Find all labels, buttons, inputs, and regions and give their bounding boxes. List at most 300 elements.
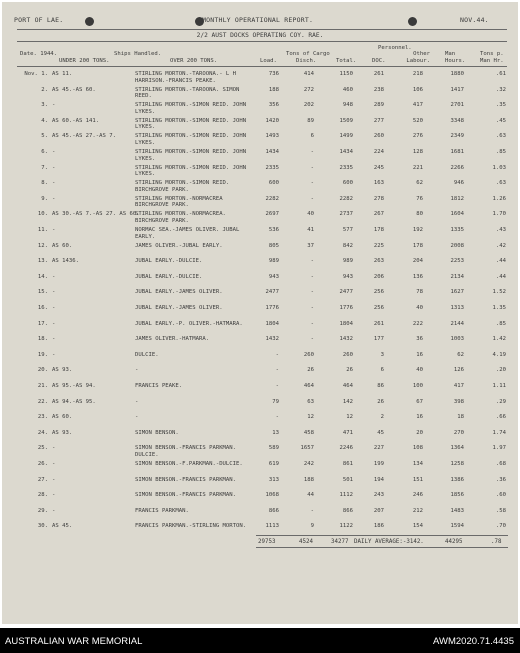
table-row [2,414,518,431]
cell-date: 11. [37,227,48,233]
col-over-header: OVER 200 TONS. [170,58,218,64]
cell-under-200: AS 30.-AS 7.-AS 27. AS 60. [52,211,140,218]
cell-tons-per-hour: .85 [495,320,506,327]
cell-total: 1112 [339,492,353,499]
divider [17,66,507,67]
total-load: 29753 [258,539,276,545]
cell-load: - [275,351,279,358]
cell-doc: 163 [373,180,384,187]
cell-other-labour: 76 [416,195,423,202]
document-page [2,2,518,624]
cell-under-200: - [52,492,56,499]
table-row [2,118,518,135]
month-label: NOV.44. [460,16,489,24]
cell-load: 619 [268,461,279,467]
cell-total: 2282 [339,195,353,202]
cell-other-labour: 78 [416,289,423,296]
cell-other-labour: 16 [416,414,423,421]
unit-subtitle: 2/2 AUST DOCKS OPERATING COY. RAE. [196,32,324,39]
cell-over-200: STIRLING MORTON.-SIMON REID. JOHN LYKES. [135,133,247,146]
cell-other-labour: 192 [412,227,423,233]
cell-man-hours: 2266 [450,164,464,171]
table-row [2,211,518,228]
cell-disch: - [310,195,314,202]
cell-disch: - [310,273,314,280]
cell-over-200: SIMON BENSON.-FRANCIS PARKMAN. [135,476,237,483]
cell-tons-per-hour: .29 [495,398,506,405]
cell-doc: 256 [373,305,384,311]
cell-over-200: STIRLING MORTON.-TAROONA.- L H HARRISON.-FRANCIS PEAKE. [135,71,237,84]
cell-date: 22. [37,398,48,405]
cell-tons-per-hour: .35 [495,102,506,109]
cell-load: 1493 [265,133,279,140]
cell-man-hours: 270 [453,429,464,436]
cell-disch: 44 [307,492,314,499]
cell-total: 2737 [339,211,353,218]
archive-footer [0,628,520,653]
cell-tons-per-hour: 1.35 [492,305,506,311]
cell-total: 1499 [339,133,353,140]
cell-tons-per-hour: .85 [495,149,506,155]
cell-load: 313 [268,476,279,483]
cell-man-hours: 18 [457,414,464,421]
cell-man-hours: 1386 [450,476,464,483]
cell-total: 2335 [339,164,353,171]
cell-other-labour: 136 [412,273,423,280]
cell-total: 866 [342,507,353,514]
cell-load: 736 [268,71,279,77]
cell-disch: - [310,149,314,155]
totals-divider [256,535,508,536]
cell-over-200: - [135,398,139,405]
col-cargo-header: Tons of Cargo [286,51,330,57]
cell-doc: 238 [373,86,384,93]
cell-other-labour: 222 [412,320,423,327]
cell-other-labour: 106 [412,86,423,93]
cell-load: 79 [272,398,279,405]
cell-other-labour: 40 [416,367,423,374]
divider [17,41,507,42]
table-row [2,149,518,166]
cell-load: 600 [268,180,279,187]
cell-tons-per-hour: 1.03 [492,164,506,171]
cell-disch: 9 [310,523,314,530]
cell-total: 2477 [339,289,353,296]
table-row [2,445,518,462]
col-load-header: Load. [260,58,277,64]
cell-man-hours: 2134 [450,273,464,280]
cell-load: 188 [268,86,279,93]
cell-date: 13. [37,258,48,265]
cell-doc: 225 [373,242,384,249]
cell-over-200: SIMON BENSON.-F.PARKMAN.-DULCIE. [135,461,243,467]
cell-over-200: STIRLING MORTON.-SIMON REID. JOHN LYKES. [135,102,247,115]
total-disch: 4524 [299,539,313,545]
cell-date: 3. [41,102,48,109]
cell-man-hours: 1258 [450,461,464,467]
table-row [2,321,518,338]
cell-under-200: - [52,461,56,467]
cell-doc: 278 [373,195,384,202]
cell-disch: 26 [307,367,314,374]
cell-other-labour: 520 [412,117,423,124]
cell-over-200: JUBAL EARLY.-JAMES OLIVER. [135,289,223,296]
cell-under-200: AS 95.-AS 94. [52,383,96,389]
col-doc-header: DOC. [372,58,386,64]
cell-under-200: AS 1436. [52,258,79,265]
cell-date: 23. [37,414,48,421]
cell-tons-per-hour: 1.11 [492,383,506,389]
cell-under-200: - [52,289,56,296]
cell-total: 1122 [339,523,353,530]
cell-total: 26 [346,367,353,374]
table-row [2,274,518,291]
cell-date: 28. [37,492,48,499]
cell-tons-per-hour: 1.70 [492,211,506,218]
cell-tons-per-hour: 1.52 [492,289,506,296]
cell-doc: 263 [373,258,384,265]
cell-total: 842 [342,242,353,249]
cell-man-hours: 1483 [450,507,464,514]
cell-other-labour: 16 [416,351,423,358]
cell-tons-per-hour: .66 [495,414,506,421]
cell-under-200: - [52,149,56,155]
cell-disch: - [310,320,314,327]
cell-doc: 26 [377,398,384,405]
cell-disch: 464 [303,383,314,389]
archive-id: AWM2020.71.4435 [433,636,514,647]
cell-under-200: AS 45.-AS 27.-AS 7. [52,133,116,140]
cell-man-hours: 1313 [450,305,464,311]
cell-disch: 414 [303,71,314,77]
cell-disch: - [310,305,314,311]
cell-over-200: JUBAL EARLY.-DULCIE. [135,258,203,265]
cell-man-hours: 126 [453,367,464,374]
cell-under-200: - [52,476,56,483]
cell-over-200: SIMON BENSON.-FRANCIS PARKMAN. [135,492,237,499]
cell-man-hours: 398 [453,398,464,405]
cell-under-200: - [52,227,56,233]
cell-man-hours: 1681 [450,149,464,155]
cell-other-labour: 108 [412,445,423,452]
table-row [2,180,518,197]
cell-over-200: FRANCIS PARKMAN.-STIRLING MORTON. [135,523,247,530]
cell-doc: 178 [373,227,384,233]
cell-date: 4. [41,117,48,124]
cell-over-200: STIRLING MORTON.-NORMACREA. BIRCHGROVE PARK. [135,211,226,224]
cell-load: 13 [272,429,279,436]
cell-man-hours: 1604 [450,211,464,218]
cell-total: 948 [342,102,353,109]
col-total-header: Total. [336,58,357,64]
cell-total: 142 [342,398,353,405]
cell-load: 2697 [265,211,279,218]
cell-total: 1432 [339,336,353,343]
col-other-header: Other Labour. [406,51,430,64]
cell-man-hours: 2349 [450,133,464,140]
cell-doc: 277 [373,117,384,124]
cell-date: 16. [37,305,48,311]
cell-date: 18. [37,336,48,343]
cell-doc: 243 [373,492,384,499]
cell-date: 15. [37,289,48,296]
cell-man-hours: 2008 [450,242,464,249]
table-row [2,461,518,478]
table-row [2,523,518,540]
cell-doc: 6 [380,367,384,374]
cell-over-200: SIMON BENSON. [135,429,179,436]
table-row [2,367,518,384]
cell-disch: 6 [310,133,314,140]
cell-over-200: JAMES OLIVER.-JUBAL EARLY. [135,242,223,249]
cell-over-200: STIRLING MORTON.-SIMON REID. JOHN LYKES. [135,149,247,162]
cell-other-labour: 151 [412,476,423,483]
cell-man-hours: 1417 [450,86,464,93]
cell-over-200: JAMES OLIVER.-HATMARA. [135,336,210,343]
cell-load: 536 [268,227,279,233]
cell-under-200: AS 93. [52,429,73,436]
cell-tons-per-hour: 1.42 [492,336,506,343]
cell-load: 1776 [265,305,279,311]
cell-total: 1804 [339,320,353,327]
cell-doc: 261 [373,320,384,327]
cell-tons-per-hour: 1.97 [492,445,506,452]
cell-date: 24. [37,429,48,436]
cell-disch: 63 [307,398,314,405]
table-row [2,352,518,369]
cell-under-200: AS 60. [52,414,73,421]
cell-man-hours: 1812 [450,195,464,202]
cell-man-hours: 1364 [450,445,464,452]
cell-tons-per-hour: .32 [495,86,506,93]
cell-total: 2246 [339,445,353,452]
divider [17,29,507,30]
cell-over-200: STIRLING MORTON.-SIMON REID. JOHN LYKES. [135,164,247,178]
cell-under-200: - [52,305,56,311]
cell-under-200: - [52,195,56,202]
cell-other-labour: 417 [412,102,423,109]
table-row [2,477,518,494]
cell-disch: 272 [303,86,314,93]
cell-doc: 227 [373,445,384,452]
cell-date: 21. [37,383,48,389]
cell-man-hours: 1880 [450,71,464,77]
daily-average: DAILY AVERAGE:-3142. [354,539,424,545]
cell-total: 1434 [339,149,353,155]
cell-load: - [275,383,279,389]
cell-over-200: - [135,414,139,421]
cell-date: 29. [37,507,48,514]
cell-tons-per-hour: .44 [495,258,506,265]
cell-man-hours: 1856 [450,492,464,499]
table-row [2,102,518,119]
cell-total: 577 [342,227,353,233]
table-row [2,165,518,182]
cell-date: 30. [37,523,48,530]
cell-total: 471 [342,429,353,436]
total-total: 34277 [331,539,349,545]
cell-disch: 202 [303,102,314,109]
cell-total: 260 [342,351,353,358]
cell-load: 356 [268,102,279,109]
cell-disch: 458 [303,429,314,436]
col-disch-header: Disch. [296,58,317,64]
table-row [2,399,518,416]
table-row [2,508,518,525]
cell-load: 1434 [265,149,279,155]
cell-disch: 242 [303,461,314,467]
table-row [2,87,518,104]
table-row [2,196,518,213]
cell-man-hours: 3348 [450,117,464,124]
col-personnel-header: Personnel. [378,45,412,51]
cell-man-hours: 1003 [450,336,464,343]
cell-other-labour: 100 [412,383,423,389]
cell-date: 8. [41,180,48,187]
cell-date: 17. [37,320,48,327]
cell-doc: 199 [373,461,384,467]
cell-tons-per-hour: .42 [495,242,506,249]
cell-other-labour: 246 [412,492,423,499]
report-title: MONTHLY OPERATIONAL REPORT. [202,16,314,24]
cell-load: 1068 [265,492,279,499]
cell-date: 2. [41,86,48,93]
cell-other-labour: 62 [416,180,423,187]
cell-under-200: AS 60. [52,242,73,249]
cell-doc: 261 [373,71,384,77]
cell-disch: - [310,336,314,343]
cell-tons-per-hour: .43 [495,227,506,233]
total-man-hours: 44295 [445,539,463,545]
cell-load: 866 [268,507,279,514]
cell-load: 1804 [265,320,279,327]
cell-under-200: - [52,445,56,452]
cell-disch: 188 [303,476,314,483]
cell-other-labour: 40 [416,305,423,311]
cell-tons-per-hour: .61 [495,71,506,77]
cell-other-labour: 276 [412,133,423,140]
cell-total: 460 [342,86,353,93]
cell-other-labour: 67 [416,398,423,405]
cell-over-200: FRANCIS PARKMAN. [135,507,189,514]
cell-over-200: JUBAL EARLY.-DULCIE. [135,273,203,280]
cell-tons-per-hour: .70 [495,523,506,530]
cell-other-labour: 154 [412,523,423,530]
table-row [2,492,518,509]
cell-under-200: - [52,180,56,187]
cell-total: 12 [346,414,353,421]
cell-other-labour: 20 [416,429,423,436]
cell-under-200: - [52,507,56,514]
cell-doc: 86 [377,383,384,389]
cell-total: 1150 [339,71,353,77]
totals-divider [256,547,508,548]
table-row [2,383,518,400]
cell-date: 27. [37,476,48,483]
cell-date: 20. [37,367,48,374]
cell-load: 1113 [265,523,279,530]
cell-date: 12. [37,242,48,249]
cell-date: 9. [41,195,48,202]
cell-disch: 37 [307,242,314,249]
cell-load: 805 [268,242,279,249]
cell-other-labour: 204 [412,258,423,265]
cell-other-labour: 221 [412,164,423,171]
table-row [2,258,518,275]
cell-under-200: AS 45. [52,523,73,530]
cell-over-200: SIMON BENSON.-FRANCIS PARKMAN. DULCIE. [135,445,237,458]
cell-date: 26. [37,461,48,467]
cell-date: 19. [37,351,48,358]
cell-load: 2335 [265,164,279,171]
cell-under-200: AS 60.-AS 141. [52,117,100,124]
cell-under-200: - [52,102,56,109]
cell-tons-per-hour: .36 [495,476,506,483]
cell-disch: - [310,164,314,171]
cell-man-hours: 2144 [450,320,464,327]
archive-name: AUSTRALIAN WAR MEMORIAL [5,636,143,647]
cell-load: 589 [268,445,279,452]
cell-doc: 186 [373,523,384,530]
cell-man-hours: 1627 [450,289,464,296]
cell-other-labour: 212 [412,507,423,514]
punch-hole [85,17,94,26]
table-row [2,430,518,447]
cell-disch: - [310,258,314,265]
port-heading: PORT OF LAE. [14,16,64,24]
cell-over-200: STIRLING MORTON.-NORMACREA BIRCHGROVE PARK. [135,195,223,209]
cell-total: 1509 [339,117,353,124]
cell-under-200: AS 93. [52,367,73,374]
cell-man-hours: 417 [453,383,464,389]
cell-man-hours: 62 [457,351,464,358]
cell-date: 7. [41,164,48,171]
cell-under-200: - [52,273,56,280]
cell-tons-per-hour: 4.19 [492,351,506,358]
punch-hole [408,17,417,26]
cell-doc: 2 [380,414,384,421]
cell-other-labour: 80 [416,211,423,218]
cell-doc: 3 [380,351,384,358]
table-row [2,71,518,88]
cell-disch: 89 [307,117,314,124]
cell-other-labour: 178 [412,242,423,249]
cell-over-200: DULCIE. [135,351,159,358]
cell-over-200: STIRLING MORTON.-SIMON REID. JOHN LYKES. [135,117,247,131]
cell-disch: - [310,289,314,296]
cell-total: 989 [342,258,353,265]
cell-man-hours: 1335 [450,227,464,233]
cell-tons-per-hour: 1.74 [492,429,506,436]
cell-load: 989 [268,258,279,265]
cell-over-200: STIRLING MORTON.-TAROONA. SIMON REED. [135,86,240,100]
cell-tons-per-hour: .44 [495,273,506,280]
col-date-header: Date. 1944. [20,51,58,57]
col-tons-per-header: Tons p. Man Hr. [480,51,504,64]
cell-under-200: - [52,320,56,327]
cell-date: Nov. 1. [24,71,48,77]
cell-man-hours: 2701 [450,102,464,109]
cell-total: 501 [342,476,353,483]
cell-tons-per-hour: .63 [495,180,506,187]
cell-disch: 41 [307,227,314,233]
table-row [2,305,518,322]
cell-total: 861 [342,461,353,467]
cell-tons-per-hour: .63 [495,133,506,140]
cell-doc: 289 [373,102,384,109]
cell-under-200: AS 45.-AS 60. [52,86,96,93]
cell-disch: 12 [307,414,314,421]
